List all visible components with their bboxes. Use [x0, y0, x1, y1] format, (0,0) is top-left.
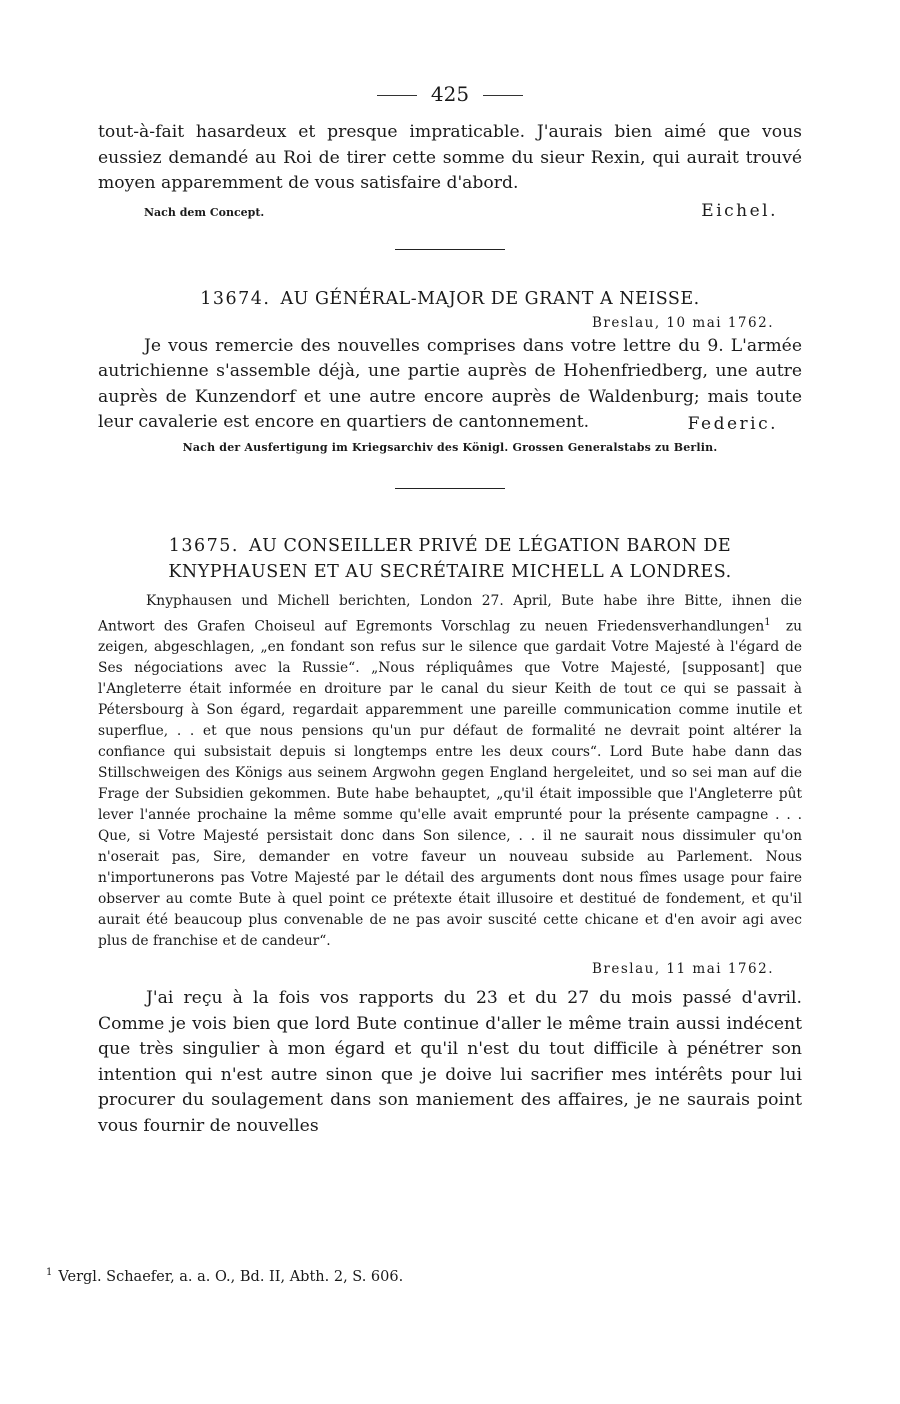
- continuation-source-row: [98, 197, 802, 223]
- doc-13675-paragraph: J'ai reçu à la fois vos rapports du 23 et du 27 du mois passé d'avril. Comme je vois bien que lord Bute continue d'aller le même train aussi indécent que très singulier à mon égard et qu'il n'est du tout difficile à pénétrer son intention qui n'est autre sinon que je doive lui sacrifier mes intérêts pour lui procurer du soulagement dans son maniement des affaires, je ne saurais point vous fournir de nouvelles: [98, 988, 802, 1136]
- doc-13674-number: 13674.: [200, 288, 271, 309]
- footnote: [46, 1267, 403, 1285]
- footnote-text: Vergl. Schaefer, a. a. O., Bd. II, Abth. 2, S. 606.: [58, 1268, 404, 1285]
- doc-13674-signature: Federic.: [687, 413, 778, 434]
- header-rule-left: [377, 95, 417, 96]
- continuation-source-note: Nach dem Concept.: [144, 205, 265, 219]
- continuation-paragraph: tout-à-fait hasardeux et presque impraticable. J'aurais bien aimé que vous eussiez demandé au Roi de tirer cette somme du sieur Rexin, qui aurait trouvé moyen apparemment de vous satisfaire d'abord.: [98, 122, 802, 193]
- doc-13674-dateline: Breslau, 10 mai 1762.: [591, 314, 774, 331]
- doc-13675-number: 13675.: [168, 535, 239, 556]
- page: [98, 80, 802, 1139]
- footnote-reference: 1: [764, 616, 771, 628]
- doc-13675-dateline: Breslau, 11 mai 1762.: [591, 961, 774, 978]
- doc-13675-summary: [98, 591, 802, 953]
- continuation-signature: Eichel.: [701, 200, 778, 221]
- header-rule-right: [483, 95, 523, 96]
- doc-13674-title: AU GÉNÉRAL-MAJOR DE GRANT A NEISSE.: [280, 288, 700, 309]
- doc-13675-title-line1: AU CONSEILLER PRIVÉ DE LÉGATION BARON DE: [249, 535, 732, 556]
- page-number: 425: [430, 82, 470, 106]
- summary-text-part2: zu zeigen, abgeschlagen, „en fondant son refus sur le silence que gardait Votre Majesté à l'égard de Ses négociations avec la Russie“. „Nous répliquâmes que Votre Majesté, [supposant] que l'Angleterre était informée en droiture par le canal du sieur Keith de tout ce qui se passait à Pétersbourg à Son égard, regardait apparemment une pareille communication comme inutile et superflue, . . et que nous pensions qu'un pur défaut de formalité ne devrait point altérer la confiance qui subsistait depuis si longtemps entre les deux cours“. Lord Bute habe dann das Stillschweigen des Königs aus seinem Argwohn gegen England hergeleitet, und so sei man auf die Frage der Subsidien gekommen. Bute habe behauptet, „qu'il était impossible que l'Angleterre pût lever l'année prochaine la même somme qu'elle avait emprunté pour la présente campagne . . . Que, si Votre Majesté persistait donc dans Son silence, . . il ne saurait nous dissimuler qu'on n'oserait pas, Sire, demander en votre faveur un nouveau subside au Parlement. Nous n'importunerons pas Votre Majesté par le détail des arguments dont nous fîmes usage pour faire observer au comte Bute à quel point ce prétexte était illusoire et destitué de fondement, et qu'il aurait été beaucoup plus convenable de ne pas avoir suscité cette chicane et d'en avoir agi avec plus de franchise et de candeur“.: [98, 618, 802, 950]
- page-header: [98, 80, 802, 120]
- doc-13675-title-line2: KNYPHAUSEN ET AU SECRÉTAIRE MICHELL A LONDRES.: [168, 561, 732, 582]
- doc-13675-heading: [98, 533, 802, 585]
- doc-13674-heading: [98, 286, 802, 312]
- doc-13674-source-note: Nach der Ausfertigung im Kriegsarchiv des Königl. Grossen Generalstabs zu Berlin.: [182, 440, 718, 454]
- doc-13674-paragraph: Je vous remercie des nouvelles comprises dans votre lettre du 9. L'armée autrichienne s'assemble déjà, une partie auprès de Hohenfriedberg, une autre auprès de Kunzendorf et une autre encore auprès de Waldenburg; mais toute leur cavalerie est encore en quartiers de cantonnement.: [98, 335, 802, 432]
- footnote-mark: 1: [46, 1267, 53, 1278]
- summary-text-part1: Knyphausen und Michell berichten, London 27. April, Bute habe ihre Bitte, ihnen die Antwort des Grafen Choiseul auf Egremonts Vorschlag zu neuen Friedensverhandlungen: [98, 592, 802, 635]
